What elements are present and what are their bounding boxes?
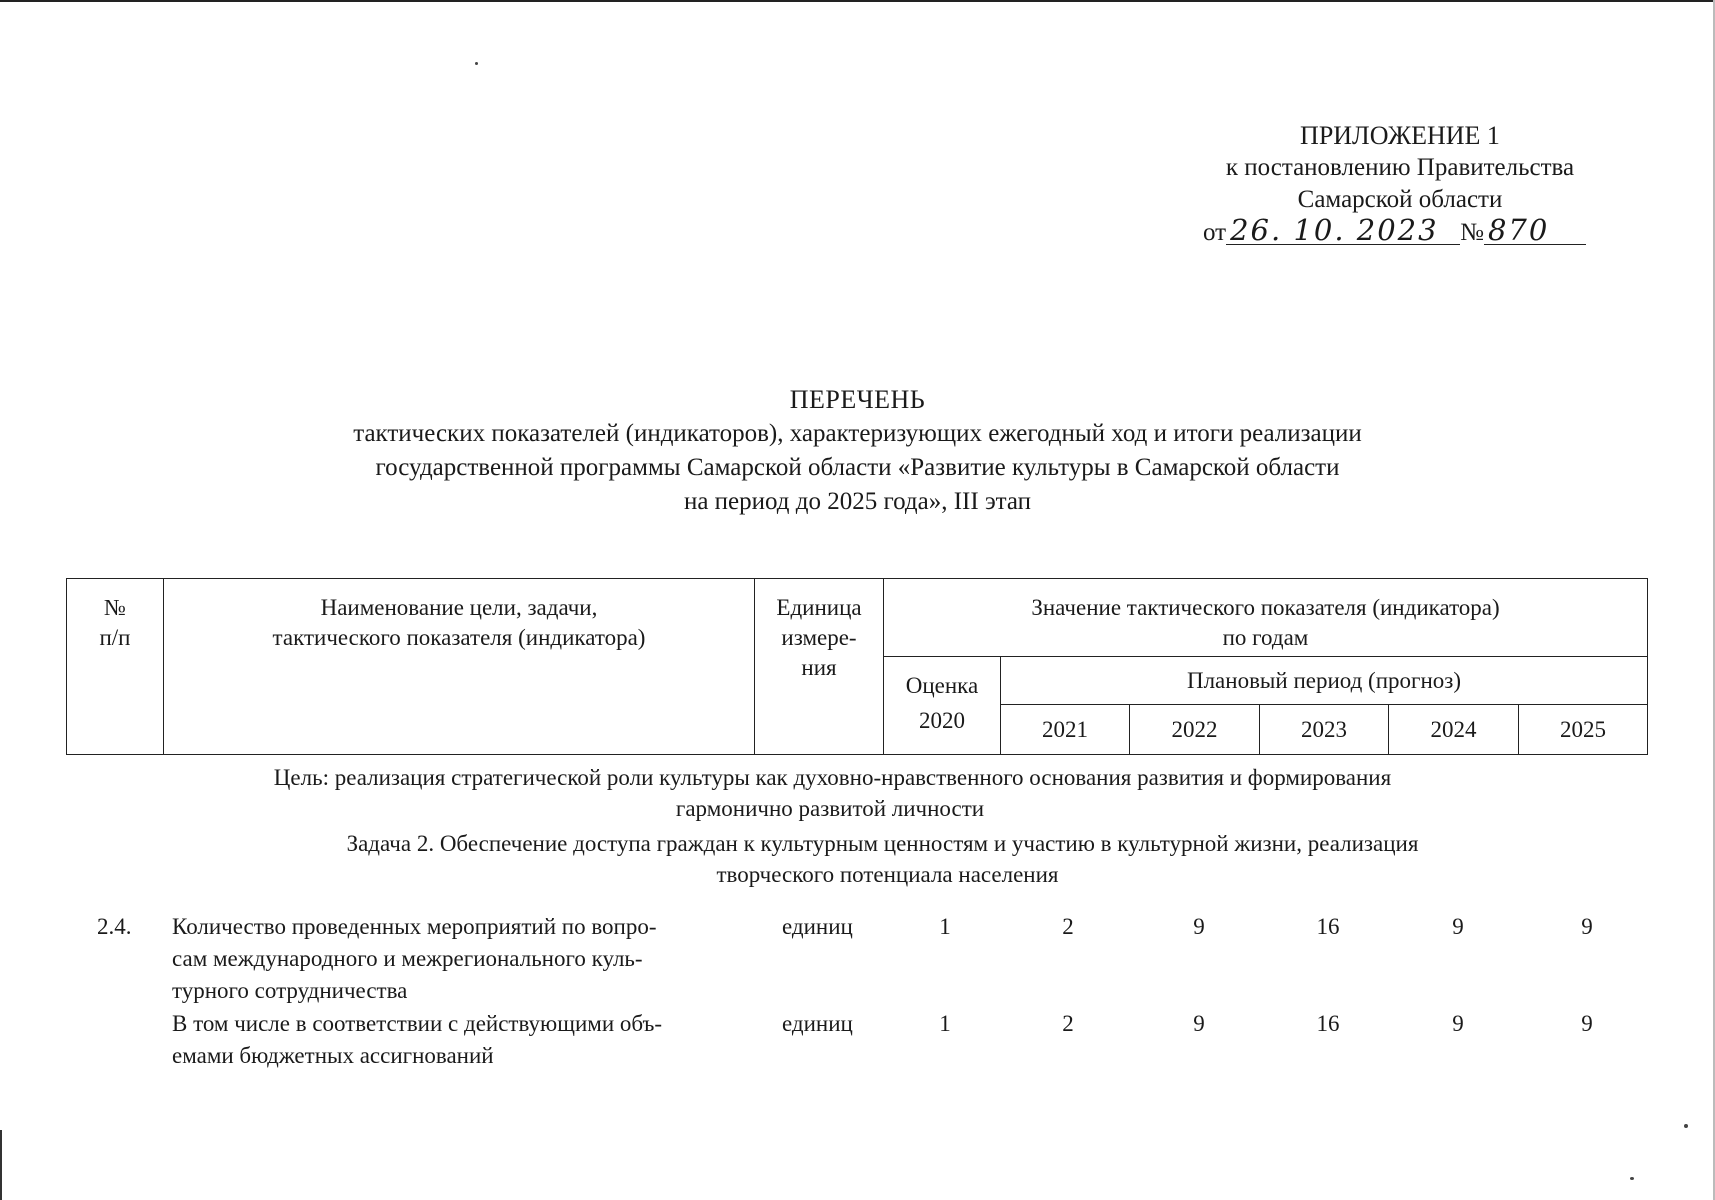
row-value-2024: 9 bbox=[1452, 1011, 1464, 1036]
number-prefix: № bbox=[1460, 219, 1484, 246]
row-value-2021: 2 bbox=[1062, 914, 1074, 939]
appendix-title: ПРИЛОЖЕНИЕ 1 bbox=[1300, 121, 1500, 150]
row-unit: единиц bbox=[782, 1011, 853, 1036]
row-value-2023: 16 bbox=[1316, 914, 1340, 939]
header-name-line-2: тактического показателя (индикатора) bbox=[272, 625, 646, 650]
document-subtitle-line-1: тактических показателей (индикаторов), характеризующих ежегодный ход и итоги реализации bbox=[353, 420, 1362, 447]
header-year: 2022 bbox=[1130, 705, 1260, 755]
appendix-date-line bbox=[1190, 213, 1610, 249]
indicator-table-header bbox=[66, 578, 1648, 755]
appendix-line-1: к постановлению Правительства bbox=[1225, 154, 1575, 181]
header-col-unit bbox=[755, 579, 884, 755]
task-line-1: Задача 2. Обеспечение доступа граждан к культурным ценностям и участию в культурной жизни, реализация bbox=[346, 831, 1419, 856]
header-values-line-1: Значение тактического показателя (индикатора) bbox=[1031, 595, 1500, 620]
appendix-line-2: Самарской области bbox=[1297, 186, 1503, 213]
row-value-2020: 1 bbox=[939, 914, 951, 939]
task-caption bbox=[0, 828, 1715, 890]
row-name-line-3: турного сотрудничества bbox=[172, 978, 408, 1003]
header-estimate-label: Оценка bbox=[905, 673, 979, 698]
header-year: 2025 bbox=[1519, 705, 1648, 755]
header-unit-line-1: Единица bbox=[776, 595, 862, 620]
header-col-values bbox=[884, 579, 1648, 657]
scan-speck bbox=[475, 62, 478, 65]
row-value-2025: 9 bbox=[1581, 1011, 1593, 1036]
header-col-plan: Плановый период (прогноз) bbox=[1001, 657, 1648, 705]
scan-edge-left bbox=[0, 1130, 2, 1200]
scan-speck bbox=[1684, 1124, 1688, 1128]
row-name-line-2: емами бюджетных ассигнований bbox=[172, 1043, 494, 1068]
header-estimate-year: 2020 bbox=[919, 708, 965, 733]
appendix-block bbox=[1190, 120, 1610, 249]
header-col-name bbox=[164, 579, 755, 755]
row-name-line-2: сам международного и межрегионального куль- bbox=[172, 946, 643, 971]
row-number: 2.4. bbox=[97, 914, 132, 939]
header-number-abbrev: п/п bbox=[99, 625, 131, 650]
header-values-line-2: по годам bbox=[1222, 625, 1309, 650]
header-name-line-1: Наименование цели, задачи, bbox=[320, 595, 598, 620]
row-value-2025: 9 bbox=[1581, 914, 1593, 939]
row-value-2021: 2 bbox=[1062, 1011, 1074, 1036]
scan-edge-top bbox=[0, 0, 1715, 2]
header-year: 2021 bbox=[1001, 705, 1130, 755]
task-line-2: творческого потенциала населения bbox=[716, 862, 1059, 887]
goal-line-2: гармонично развитой личности bbox=[675, 796, 985, 821]
row-value-2022: 9 bbox=[1193, 914, 1205, 939]
row-value-2020: 1 bbox=[939, 1011, 951, 1036]
date-prefix: от bbox=[1203, 219, 1227, 246]
header-col-number bbox=[67, 579, 164, 755]
row-value-2024: 9 bbox=[1452, 914, 1464, 939]
handwritten-date: 26. 10. 2023 bbox=[1226, 216, 1460, 245]
document-title: ПЕРЕЧЕНЬ bbox=[789, 385, 926, 414]
header-year: 2024 bbox=[1389, 705, 1519, 755]
document-subtitle-line-2: государственной программы Самарской области «Развитие культуры в Самарской области bbox=[375, 454, 1340, 481]
goal-line-1: Цель: реализация стратегической роли культуры как духовно-нравственного основания развития и формирования bbox=[273, 765, 1392, 790]
header-unit-line-2: измере- bbox=[781, 625, 857, 650]
document-subtitle-line-3: на период до 2025 года», III этап bbox=[683, 488, 1032, 515]
header-number-symbol: № bbox=[104, 595, 126, 620]
header-unit-line-3: ния bbox=[801, 655, 837, 680]
row-name-line-1: В том числе в соответствии с действующими объ- bbox=[172, 1011, 663, 1036]
row-name-line-1: Количество проведенных мероприятий по вопро- bbox=[172, 914, 657, 939]
header-col-estimate bbox=[884, 657, 1001, 755]
scan-speck bbox=[1630, 1177, 1634, 1180]
row-value-2023: 16 bbox=[1316, 1011, 1340, 1036]
row-indicator-name bbox=[172, 1008, 747, 1072]
goal-caption bbox=[0, 762, 1715, 824]
handwritten-number: 870 bbox=[1484, 216, 1586, 245]
header-year: 2023 bbox=[1260, 705, 1389, 755]
document-title-block bbox=[0, 383, 1715, 519]
row-indicator-name bbox=[172, 911, 747, 1007]
row-unit: единиц bbox=[782, 914, 853, 939]
row-value-2022: 9 bbox=[1193, 1011, 1205, 1036]
